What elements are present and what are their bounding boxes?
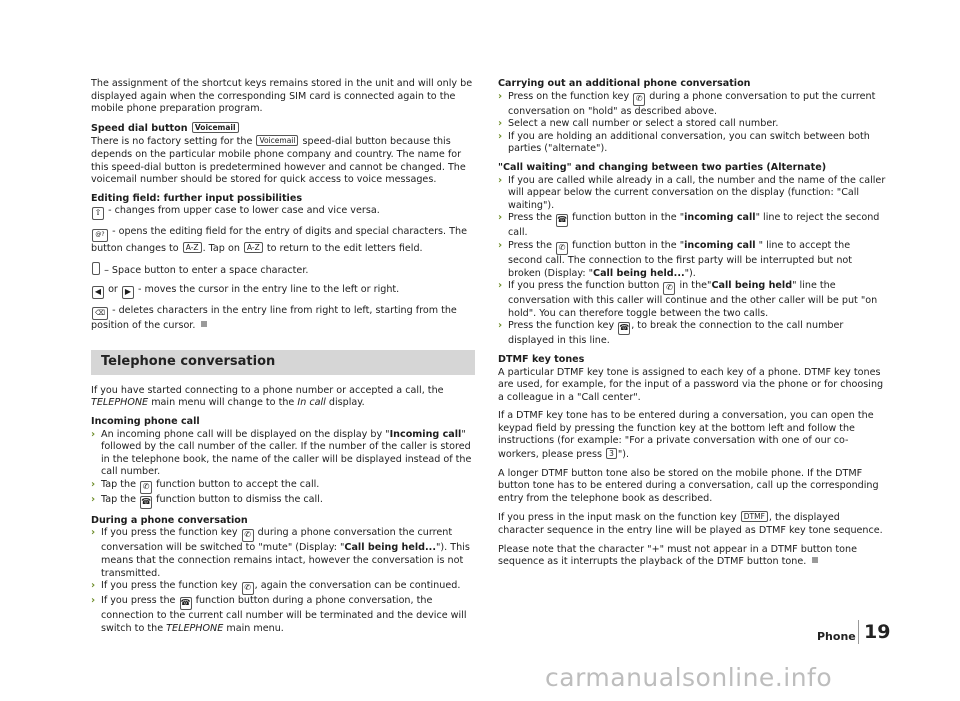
list-item — [498, 240, 886, 280]
text: function button to dismiss the call. — [156, 493, 323, 505]
text: Press the — [508, 212, 553, 224]
text: If you press the function key — [101, 580, 238, 592]
text: , to break the connection to the call number displayed in this line. — [508, 320, 844, 347]
text: main menu will change to the — [151, 397, 295, 409]
heading-additional: Carrying out an additional phone conversation — [498, 78, 751, 89]
paragraph: The assignment of the shortcut keys remains stored in the unit and will only be displayed again when the corresponding SIM card is connected again to the mobile phone preparation program. — [91, 78, 473, 115]
text-italic: In call — [297, 397, 326, 409]
text — [508, 320, 886, 348]
list-item — [91, 494, 475, 509]
text-bold: Call being held — [711, 280, 793, 292]
end-mark-icon — [201, 321, 207, 327]
phone-hangup-icon: ☎ — [140, 496, 152, 509]
heading-dtmf: DTMF key tones — [498, 353, 585, 365]
list-item — [498, 175, 886, 213]
text: function button to accept the call. — [156, 478, 320, 490]
text: Select a new call number or select a stored call number. — [508, 118, 779, 130]
paragraph: A particular DTMF key tone is assigned to each key of a phone. DTMF key tones are used, for example, for the input of a password via the phone or for choosing a colleague in a "Call center". — [498, 366, 884, 403]
chevron-right-icon: › — [498, 174, 503, 186]
paragraph — [498, 544, 886, 569]
text-bold: Incoming call — [389, 428, 462, 440]
space-key-icon — [92, 262, 100, 275]
chevron-right-icon: › — [498, 280, 503, 292]
list-item — [91, 580, 475, 595]
text — [101, 429, 475, 479]
text — [101, 479, 475, 494]
text-italic: TELEPHONE — [166, 622, 224, 634]
list-item — [498, 131, 886, 156]
text-bold: incoming call — [684, 239, 756, 251]
text: display. — [328, 397, 365, 409]
phone-accept-icon: ✆ — [242, 529, 254, 542]
text: speed-dial button because this depends on the particular mobile phone company and country. The name for this speed-dial button is predetermined however and cannot be changed. The voicemail number should be stored for quick access to voice messages. — [91, 136, 466, 186]
text — [101, 580, 475, 595]
chevron-right-icon: › — [91, 527, 96, 539]
text: "). — [617, 449, 630, 461]
chevron-right-icon: › — [498, 212, 503, 224]
text: Please note that the character "+" must not appear in a DTMF button tone sequence as it interrupts the playback of the DTMF button tone. — [498, 543, 858, 568]
left-arrow-icon: ◀ — [92, 286, 104, 299]
chevron-right-icon: › — [498, 130, 503, 142]
text: - changes from upper case to lower case and vice versa. — [108, 205, 380, 217]
text: Press the — [508, 239, 553, 251]
az-key: A-Z — [183, 242, 202, 253]
text-bold: Call being held... — [593, 267, 685, 279]
right-column — [498, 78, 886, 575]
phone-accept-icon: ✆ — [140, 481, 152, 494]
text: Press on the function key — [508, 90, 630, 102]
text: If you press the — [101, 595, 176, 607]
paragraph — [498, 410, 886, 461]
list-item — [498, 280, 886, 320]
text: function button in the " — [572, 212, 685, 224]
heading-text: Speed dial button — [91, 122, 188, 134]
chevron-right-icon: › — [498, 239, 503, 251]
footer-divider — [858, 620, 859, 644]
section-title: Telephone conversation — [91, 350, 475, 375]
text: - deletes characters in the entry line from right to left, starting from the position of the cursor. — [91, 304, 457, 331]
text: If you have started connecting to a phone number or accepted a call, the — [91, 384, 444, 396]
list-item — [91, 527, 475, 580]
text: function button in the " — [572, 239, 685, 251]
text: If you press the function key — [101, 527, 238, 539]
text — [508, 240, 886, 280]
heading-editing: Editing field: further input possibilities — [91, 192, 303, 204]
text: " followed by the call number of the caller. If the number of the caller is stored in the telephone book, the name of the caller will be displayed instead of the call number. — [101, 428, 472, 478]
watermark: carmanualsonline.info — [545, 663, 833, 692]
backspace-icon: ⌫ — [92, 307, 108, 320]
text — [101, 527, 475, 580]
list-item — [91, 429, 475, 479]
phone-hangup-icon: ☎ — [618, 322, 630, 335]
az-key: A-Z — [244, 242, 263, 253]
voicemail-key: Voicemail — [192, 122, 239, 133]
edit-cursor — [91, 284, 475, 299]
text: If you press in the input mask on the function key — [498, 512, 737, 524]
text: "). This means that the connection remains intact, however the conversation is not transmitted. — [101, 542, 470, 579]
dtmf-key: DTMF — [741, 511, 768, 522]
text: main menu. — [226, 622, 284, 634]
text: or — [108, 283, 118, 295]
text: An incoming phone call will be displayed on the display by " — [101, 428, 390, 440]
text — [508, 91, 886, 119]
text — [101, 494, 475, 509]
left-column — [91, 78, 475, 635]
phone-hangup-icon: ☎ — [180, 597, 192, 610]
text: If a DTMF key tone has to be entered during a conversation, you can open the keypad field by pressing the function key at the bottom left and follow the instructions (for example: "For a private conversation with one of our co-workers, please press — [498, 410, 874, 461]
edit-space — [91, 262, 475, 278]
phone-accept-icon: ✆ — [633, 93, 645, 106]
text: . Tap on — [202, 243, 240, 255]
text: "). — [684, 267, 696, 279]
text: in the" — [679, 280, 712, 292]
text: If you are holding an additional conversation, you can switch between both parties ("alternate"). — [508, 130, 870, 155]
footer-chapter: Phone — [817, 630, 856, 643]
edit-shift — [91, 205, 475, 220]
text — [508, 212, 886, 240]
digit-3-key: 3 — [606, 448, 617, 459]
text: during a phone conversation the current conversation will be switched to "mute" (Display: " — [101, 527, 453, 554]
paragraph: A longer DTMF button tone also be stored on the mobile phone. If the DTMF button tone has to be entered during a conversation, call up the corresponding entry from the telephone book as described. — [498, 467, 879, 504]
text: " line to reject the second call. — [508, 212, 880, 239]
text: Tap the — [101, 493, 137, 505]
digits-key-icon: @? — [92, 229, 108, 242]
paragraph — [498, 511, 886, 537]
phone-accept-icon: ✆ — [663, 282, 675, 295]
phone-accept-icon: ✆ — [556, 242, 568, 255]
list-item — [498, 91, 886, 119]
phone-accept-icon: ✆ — [242, 582, 254, 595]
text: to return to the edit letters field. — [266, 243, 423, 255]
text-bold: incoming call — [684, 212, 756, 224]
list-item — [91, 595, 475, 635]
chevron-right-icon: › — [91, 478, 96, 490]
list-item — [498, 212, 886, 240]
voicemail-key: Voicemail — [256, 135, 298, 146]
text: – Space button to enter a space character. — [104, 264, 309, 276]
text: Tap the — [101, 478, 137, 490]
chevron-right-icon: › — [91, 428, 96, 440]
text: , again the conversation can be continued. — [254, 580, 461, 592]
right-arrow-icon: ▶ — [122, 286, 134, 299]
chevron-right-icon: › — [91, 595, 96, 607]
chevron-right-icon: › — [91, 580, 96, 592]
text: during a phone conversation to put the current conversation on "hold" as described above. — [508, 90, 876, 117]
chevron-right-icon: › — [498, 90, 503, 102]
heading-during: During a phone conversation — [91, 514, 248, 526]
text — [508, 280, 886, 320]
text — [101, 595, 475, 635]
edit-delete — [91, 305, 475, 333]
shift-icon: ⇧ — [92, 207, 104, 220]
list-item — [498, 320, 886, 348]
text-bold: Call being held... — [344, 542, 436, 554]
text-italic: TELEPHONE — [91, 397, 149, 409]
heading-speed-dial — [91, 122, 475, 136]
text: - moves the cursor in the entry line to the left or right. — [138, 283, 400, 295]
text: " line to accept the second call. The connection to the first party will be interrupted but not broken (Display: " — [508, 239, 853, 279]
page-number: 19 — [864, 621, 891, 643]
list-item — [498, 118, 886, 131]
text: - opens the editing field for the entry of digits and special characters. The button changes to — [91, 226, 467, 255]
text: , the displayed character sequence in the entry line will be played as DTMF key tone sequence. — [498, 512, 883, 537]
text: There is no factory setting for the — [91, 136, 253, 148]
chevron-right-icon: › — [498, 118, 503, 130]
heading-incoming: Incoming phone call — [91, 415, 200, 427]
chevron-right-icon: › — [498, 320, 503, 332]
text: " line the conversation with this caller will continue and the other caller will be put "on hold". You can therefore toggle between the two calls. — [508, 280, 878, 319]
text: If you press the function button — [508, 280, 660, 292]
chevron-right-icon: › — [91, 493, 96, 505]
paragraph — [91, 385, 475, 410]
text: If you are called while already in a call, the number and the name of the caller will appear below the current conversation on the display (function: "Call waiting"). — [508, 174, 886, 211]
end-mark-icon — [812, 557, 818, 563]
edit-digits — [91, 226, 475, 256]
paragraph — [91, 135, 475, 186]
text: function button during a phone conversation, the connection to the current call number will be terminated and the device will switch to the — [101, 595, 467, 634]
list-item — [91, 479, 475, 494]
text: Press the function key — [508, 320, 615, 332]
phone-hangup-icon: ☎ — [556, 214, 568, 227]
heading-call-waiting: "Call waiting" and changing between two parties (Alternate) — [498, 161, 827, 173]
